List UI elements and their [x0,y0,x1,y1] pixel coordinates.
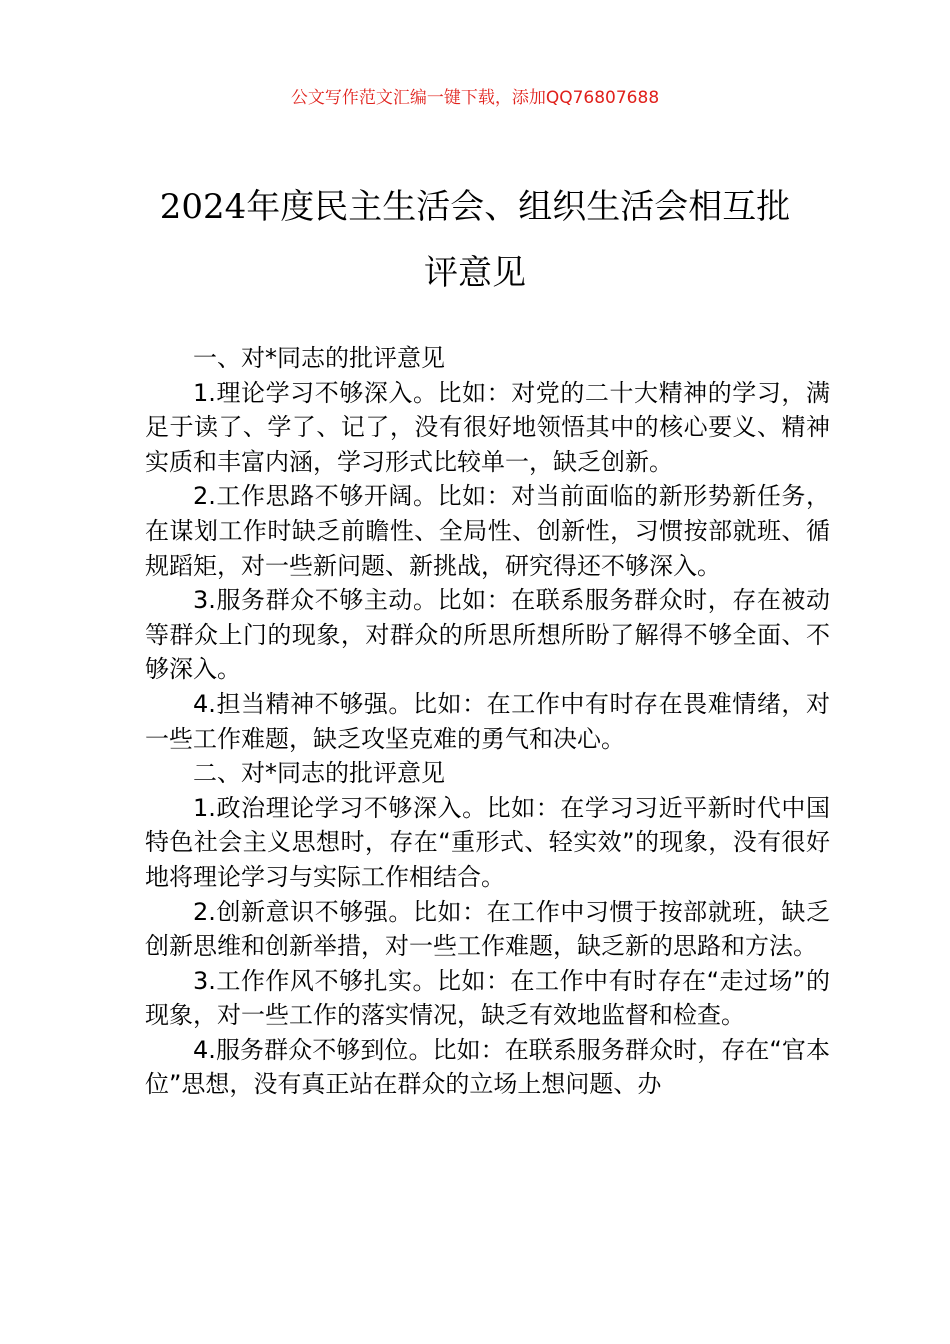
title-line-2: 评意见 [424,253,526,293]
paragraph: 2.工作思路不够开阔。比如：对当前面临的新形势新任务，在谋划工作时缺乏前瞻性、全局性、创新性，习惯按部就班、循规蹈矩，对一些新问题、新挑战，研究得还不够深入。 [145,482,830,580]
paragraph: 1.政治理论学习不够深入。比如：在学习习近平新时代中国特色社会主义思想时，存在“重形式、轻实效”的现象，没有很好地将理论学习与实际工作相结合。 [145,793,830,891]
document-body [145,341,830,1102]
title-line-1: 2024年度民主生活会、组织生活会相互批 [159,187,791,227]
paragraph: 3.服务群众不够主动。比如：在联系服务群众时，存在被动等群众上门的现象，对群众的所思所想所盼了解得不够全面、不够深入。 [145,586,830,684]
section-heading-2: 二、对*同志的批评意见 [193,759,445,788]
document-title [120,174,830,306]
paragraph: 2.创新意识不够强。比如：在工作中习惯于按部就班，缺乏创新思维和创新举措，对一些工作难题，缺乏新的思路和方法。 [145,897,830,961]
section-heading-1: 一、对*同志的批评意见 [193,344,445,372]
paragraph: 4.担当精神不够强。比如：在工作中有时存在畏难情绪，对一些工作难题，缺乏攻坚克难的勇气和决心。 [145,689,830,753]
paragraph: 4.服务群众不够到位。比如：在联系服务群众时，存在“官本位”思想，没有真正站在群众的立场上想问题、办 [145,1035,830,1099]
paragraph: 3.工作作风不够扎实。比如：在工作中有时存在“走过场”的现象，对一些工作的落实情况，缺乏有效地监督和检查。 [145,966,830,1030]
paragraph: 1.理论学习不够深入。比如：对党的二十大精神的学习，满足于读了、学了、记了，没有很好地领悟其中的核心要义、精神实质和丰富内涵，学习形式比较单一，缺乏创新。 [145,378,830,476]
header-ad-text: 公文写作范文汇编一键下载，添加QQ76807688 [290,88,660,108]
